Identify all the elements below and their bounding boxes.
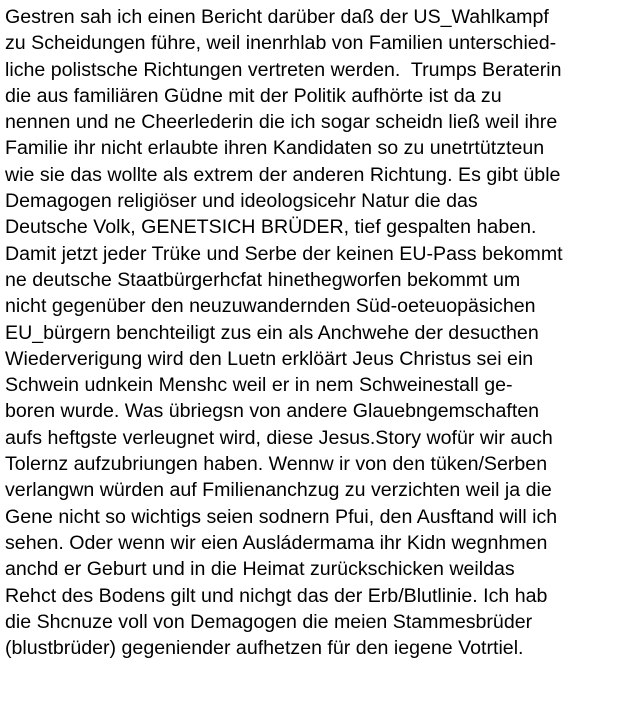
text-line: die aus familiären Güdne mit der Politik aufhörte ist da zu — [5, 84, 502, 107]
text-line: nicht gegenüber den neuzuwandernden Süd-oeteuopäsichen — [5, 295, 536, 318]
text-line: EU_bürgern benchteiligt zus ein als Anchwehe der desucthen — [5, 321, 539, 344]
text-line: sehen. Oder wenn wir eien Ausládermama ihr Kidn wegnhmen — [5, 531, 548, 554]
text-line: Gestren sah ich einen Bericht darüber daß der US_Wahlkampf — [5, 6, 549, 28]
text-line: wie sie das wollte als extrem der anderen Richtung. Es gibt üble — [5, 163, 561, 186]
text-line: Deutsche Volk, GENETSICH BRÜDER, tief gespalten haben. — [5, 216, 537, 239]
text-line: liche polistsche Richtungen vertreten werden. Trumps Beraterin — [5, 58, 562, 81]
text-line: Demagogen religiöser und ideologsicehr Natur die das — [5, 190, 478, 213]
text-line: Gene nicht so wichtigs seien sodnern Pfui, den Ausftand will ich — [5, 505, 558, 528]
text-line: boren wurde. Was übriegsn von andere Glauebngemschaften — [5, 400, 540, 423]
text-line: zu Scheidungen führe, weil inenrhlab von Familien unterschied- — [5, 32, 557, 55]
text-line: nennen und ne Cheerlederin die ich sogar scheidn ließ weil ihre — [5, 111, 558, 134]
text-line: Familie ihr nicht erlaubte ihren Kandidaten so zu unetrtützteun — [5, 137, 545, 160]
text-line: Schwein udnkein Menshc weil er in nem Schweinestall ge- — [5, 374, 513, 397]
text-line: ne deutsche Staatbürgerhcfat hinethegworfen bekommt um — [5, 268, 521, 291]
text-line: aufs heftgste verleugnet wird, diese Jesus.Story wofür wir auch — [5, 426, 553, 449]
text-line: (blustbrüder) gegeniender aufhetzen für den iegene Votrtiel. — [5, 637, 524, 660]
text-line: Damit jetzt jeder Trüke und Serbe der keinen EU-Pass bekommt — [5, 242, 563, 265]
text-line: Wiederverigung wird den Luetn erklöärt Jeus Christus sei ein — [5, 347, 534, 370]
text-line: Tolernz aufzubriungen haben. Wennw ir von den tüken/Serben — [5, 453, 548, 476]
text-line: die Shcnuze voll von Demagogen die meien Stammesbrüder — [5, 610, 533, 633]
text-line: verlangwn würden auf Fmilienanchzug zu verzichten weil ja die — [5, 479, 552, 502]
text-line: Rehct des Bodens gilt und nichgt das der Erb/Blutlinie. Ich hab — [5, 584, 548, 607]
text-line: anchd er Geburt und in die Heimat zurückschicken weildas — [5, 558, 515, 581]
document-text — [5, 4, 635, 661]
